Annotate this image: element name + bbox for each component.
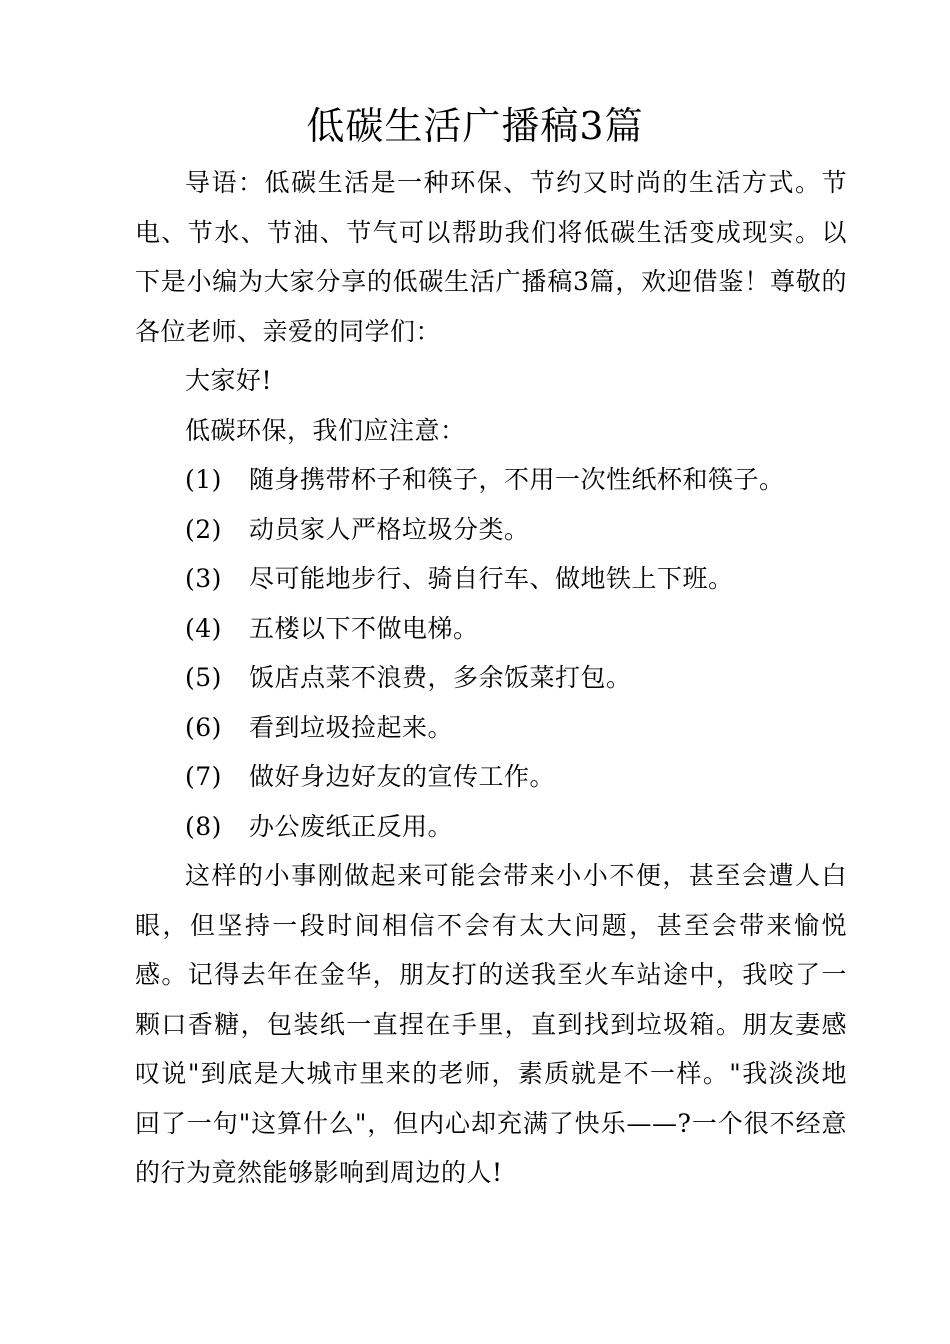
list-item-number: (8) — [185, 811, 222, 841]
list-item-text: 尽可能地步行、骑自行车、做地铁上下班。 — [249, 564, 734, 593]
list-item — [135, 703, 847, 753]
closing-paragraph: 这样的小事刚做起来可能会带来小小不便，甚至会遭人白眼，但坚持一段时间相信不会有太大问题，甚至会带来愉悦感。记得去年在金华，朋友打的送我至火车站途中，我咬了一颗口香糖，包装纸一直捏在手里，直到找到垃圾箱。朋友妻感叹说"到底是大城市里来的老师，素质就是不一样。"我淡淡地回了一句"这算什么"，但内心却充满了快乐——?一个很不经意的行为竟然能够影响到周边的人! — [135, 861, 847, 1187]
greeting-paragraph: 大家好! — [185, 366, 273, 395]
tips-list — [135, 455, 847, 851]
document-body — [135, 158, 847, 1198]
list-item-text: 动员家人严格垃圾分类。 — [249, 514, 530, 544]
intro-paragraph: 导语：低碳生活是一种环保、节约又时尚的生活方式。节电、节水、节油、节气可以帮助我们将低碳生活变成现实。以下是小编为大家分享的低碳生活广播稿3篇，欢迎借鉴！尊敬的各位老师、亲爱的同学们： — [135, 168, 847, 346]
list-item-text: 随身携带杯子和筷子，不用一次性纸杯和筷子。 — [249, 465, 785, 494]
list-item — [135, 802, 847, 852]
list-item-number: (7) — [185, 762, 222, 791]
list-item-number: (4) — [185, 613, 222, 643]
list-item-text: 办公废纸正反用。 — [249, 811, 454, 841]
list-item-text: 五楼以下不做电梯。 — [249, 613, 479, 643]
list-item-text: 饭店点菜不浪费，多余饭菜打包。 — [249, 663, 632, 692]
list-item — [135, 604, 847, 654]
list-item-number: (1) — [185, 465, 222, 494]
list-item-number: (2) — [185, 514, 222, 544]
list-item-number: (6) — [185, 712, 222, 742]
list-item — [135, 455, 847, 505]
list-item — [135, 505, 847, 555]
list-item-text: 看到垃圾捡起来。 — [249, 712, 454, 742]
document-title: 低碳生活广播稿3篇 — [306, 104, 644, 148]
list-item — [135, 554, 847, 604]
list-item-number: (5) — [185, 663, 222, 692]
list-item-text: 做好身边好友的宣传工作。 — [249, 762, 556, 791]
list-heading: 低碳环保，我们应注意： — [185, 415, 466, 445]
list-item — [135, 653, 847, 703]
list-item — [135, 752, 847, 802]
list-item-number: (3) — [185, 564, 222, 593]
